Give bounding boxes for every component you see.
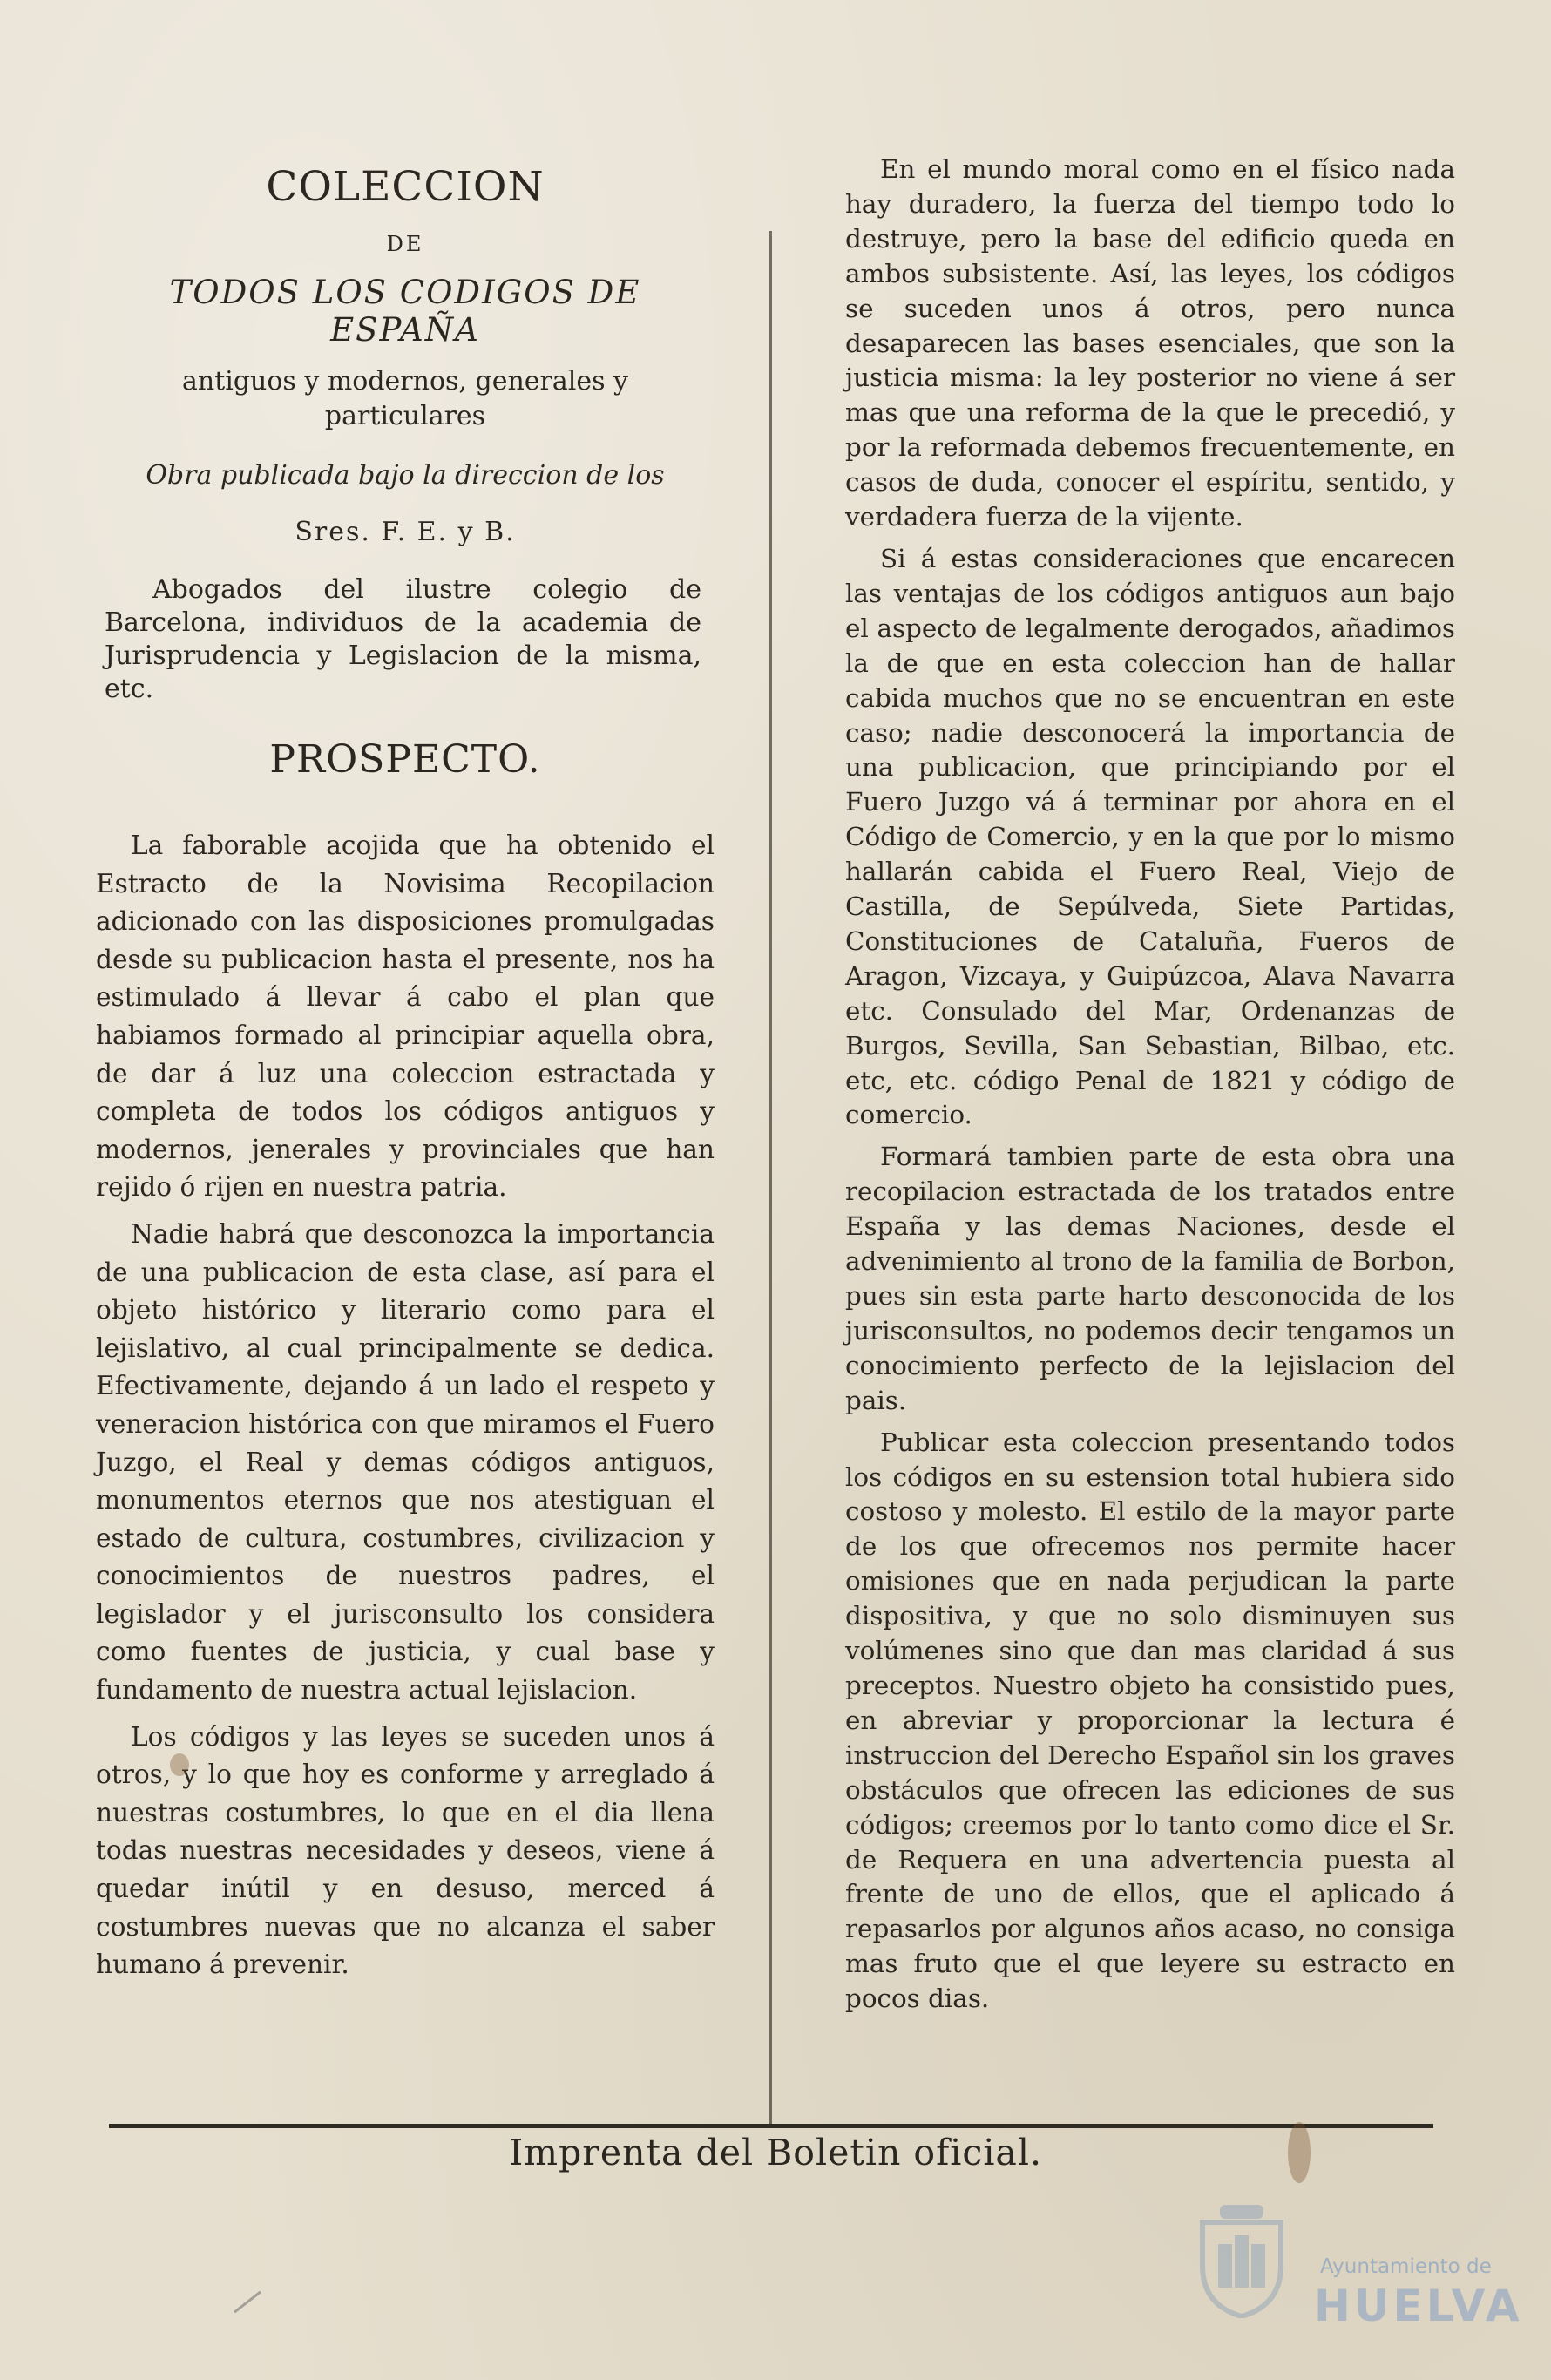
paragraph: Si á estas consideraciones que encarecen las ventajas de los códigos antiguos aun bajo el aspecto de legalmente derogados, añadimos la de que en esta coleccion han de hallar cabida muchos que no se encuentran en este caso; nadie desconocerá la importancia de una publicacion, que principiando por el Fuero Juzgo vá á terminar por ahora en el Código de Comercio, y en la que por lo mismo hallarán cabida el Fuero Real, Viejo de Castilla, de Sepúlveda, Siete Partidas, Constituciones de Cataluña, Fueros de Aragon, Vizcaya, y Guipúzcoa, Alava Navarra etc. Consulado del Mar, Ordenanzas de Burgos, Sevilla, San Sebastian, Bilbao, etc. etc, etc. código Penal de 1821 y código de comercio. — [845, 543, 1455, 1130]
paragraph: La faborable acojida que ha obtenido el Estracto de la Novisima Recopilacion adicionado con las disposiciones promulgadas desde su publicacion hasta el presente, nos ha estimulado á llevar á cabo el plan que habiamos formado al principiar aquella obra, de dar á luz una coleccion estractada y completa de todos los códigos antiguos y modernos, jenerales y provinciales que han rejido ó rijen en nuestra patria. — [96, 831, 715, 1203]
paragraph: Formará tambien parte de esta obra una recopilacion estractada de los tratados entre España y las demas Naciones, desde el advenimiento al trono de la familia de Borbon, pues sin esta parte harto desconocida de los jurisconsultos, no podemos decir tengamos un conocimiento perfecto de la lejislacion del pais. — [845, 1142, 1455, 1415]
paragraph: Los códigos y las leyes se suceden unos á otros, y lo que hoy es conforme y arreglado á nuestras costumbres, lo que en el dia llena todas nuestras necesidades y deseos, viene á quedar inútil y en desuso, merced á costumbres nuevas que no alcanza el saber humano á prevenir. — [96, 1721, 715, 1980]
collection-title: COLECCION — [266, 163, 545, 211]
title-preposition: DE — [386, 232, 424, 256]
watermark-line-2: HUELVA — [1314, 2281, 1523, 2331]
crest-icon — [1194, 2205, 1290, 2318]
imprint-line: Imprenta del Boletin oficial. — [508, 2132, 1043, 2173]
lawyers-description: Abogados del ilustre colegio de Barcelona, individuos de la academia de Jurisprudencia y Legislacion de la misma, etc. — [105, 574, 701, 704]
watermark-line-1: Ayuntamiento de — [1320, 2255, 1492, 2278]
editors-line: Sres. F. E. y B. — [295, 517, 516, 547]
pencil-mark — [234, 2291, 261, 2314]
main-title: TODOS LOS CODIGOS DE ESPAÑA — [169, 274, 641, 349]
direction-line: Obra publicada bajo la direccion de los — [146, 460, 665, 491]
paragraph: En el mundo moral como en el físico nada hay duradero, la fuerza del tiempo todo lo destruye, pero la base del edificio queda en ambos subsistente. Así, las leyes, los códigos se suceden unos á otros, pero nunca desaparecen las bases esenciales, que son la justicia misma: la ley posterior no viene á ser mas que una reforma de la que le precedió, y por la reformada debemos frecuentemente, en casos de duda, conocer el espíritu, sentido, y verdadera fuerza de la vijente. — [845, 154, 1455, 532]
footer-rule — [109, 2124, 1433, 2128]
ink-stain — [170, 1753, 189, 1776]
right-column — [845, 153, 1455, 2024]
subtitle: antiguos y modernos, generales y particulares — [181, 366, 628, 431]
paragraph: Publicar esta coleccion presentando todos los códigos en su estension total hubiera sido costoso y molesto. El estilo de la mayor parte de los que ofrecemos nos permite hacer omisiones que en nada perjudican la parte dispositiva, y que no solo disminuyen sus volúmenes sino que dan mas claridad á sus preceptos. Nuestro objeto ha consistido pues, en abreviar y proporcionar la lectura é instruccion del Derecho Español sin los graves obstáculos que ofrecen las ediciones de sus códigos; creemos por lo tanto como dice el Sr. de Requera en una advertencia puesta al frente de uno de ellos, que el aplicado á repasarlos por algunos años acaso, no consiga mas fruto que el que leyere su estracto en pocos dias. — [845, 1427, 1455, 2014]
left-column — [96, 153, 715, 1993]
ink-stain — [1288, 2122, 1311, 2183]
column-divider — [769, 231, 772, 2126]
prospectus-heading: PROSPECTO. — [269, 737, 541, 782]
paragraph: Nadie habrá que desconozca la importancia de una publicacion de esta clase, así para el objeto histórico y literario como para el lejislativo, al cual principalmente se dedica. Efectivamente, dejando á un lado el respeto y veneracion histórica con que miramos el Fuero Juzgo, el Real y demas códigos antiguos, monumentos eternos que nos atestiguan el estado de cultura, costumbres, civilizacion y conocimientos de nuestros padres, el legislador y el jurisconsulto los considera como fuentes de justicia, y cual base y fundamento de nuestra actual lejislacion. — [96, 1218, 715, 1705]
